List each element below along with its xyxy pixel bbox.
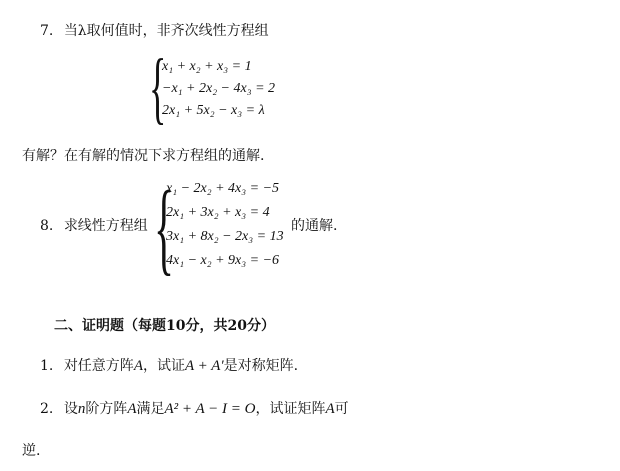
q8-brace: { [154, 170, 174, 285]
section-heading: 二、证明题（每题10分，共20分） [54, 318, 275, 334]
q7-number: 7. [40, 23, 54, 39]
q8-equation-3: 3x₁ + 8x₂ − 2x₃ = 13 [166, 229, 284, 244]
proof-2 [40, 398, 349, 418]
proof-1-text-b: ，试证 [142, 358, 185, 374]
proof-2-text-c: 满足 [136, 401, 165, 417]
q8-intro [40, 215, 148, 235]
q7-equation-2: −x₁ + 2x₂ − 4x₃ = 2 [162, 81, 276, 96]
q7-equation-3: 2x₁ + 5x₂ − x₃ = λ [162, 103, 265, 118]
q8-suffix: 的通解. [291, 218, 338, 234]
proof-2-var-n: n [77, 401, 86, 417]
proof-2-continuation: 逆. [22, 443, 41, 459]
proof-2-number: 2. [40, 401, 54, 417]
q8-equation-1: x₁ − 2x₂ + 4x₃ = −5 [166, 181, 280, 196]
q7-brace: { [149, 44, 167, 132]
proof-2-text-b: 阶方阵 [85, 401, 128, 417]
q8-prefix: 求线性方程组 [63, 218, 148, 234]
q8-equation-2: 2x₁ + 3x₂ + x₃ = 4 [166, 205, 270, 220]
q7-equation-system [162, 56, 275, 122]
q7-equation-1: x₁ + x₂ + x₃ = 1 [162, 59, 252, 74]
proof-2-text-a: 设 [63, 401, 78, 417]
proof-1 [40, 355, 298, 375]
proof-2-expr: A² + A − I = O [164, 401, 256, 417]
proof-1-var-a: A [133, 358, 143, 374]
q8-equation-4: 4x₁ − x₂ + 9x₃ = −6 [166, 253, 280, 268]
q7-followup: 有解？在有解的情况下求方程组的通解. [22, 148, 265, 164]
q8-equation-system [166, 177, 284, 273]
proof-1-text-a: 对任意方阵 [63, 358, 134, 374]
proof-2-var-a2: A [325, 401, 335, 417]
proof-2-text-e: 可 [334, 401, 349, 417]
proof-2-text-d: ，试证矩阵 [255, 401, 326, 417]
proof-2-var-a: A [127, 401, 137, 417]
q7-text: 当λ取何值时，非齐次线性方程组 [63, 23, 269, 39]
q8-number: 8. [40, 218, 54, 234]
q7-line [40, 20, 269, 40]
proof-1-text-c: 是对称矩阵. [223, 358, 299, 374]
proof-1-expr: A + A′ [184, 358, 224, 374]
proof-1-number: 1. [40, 358, 54, 374]
